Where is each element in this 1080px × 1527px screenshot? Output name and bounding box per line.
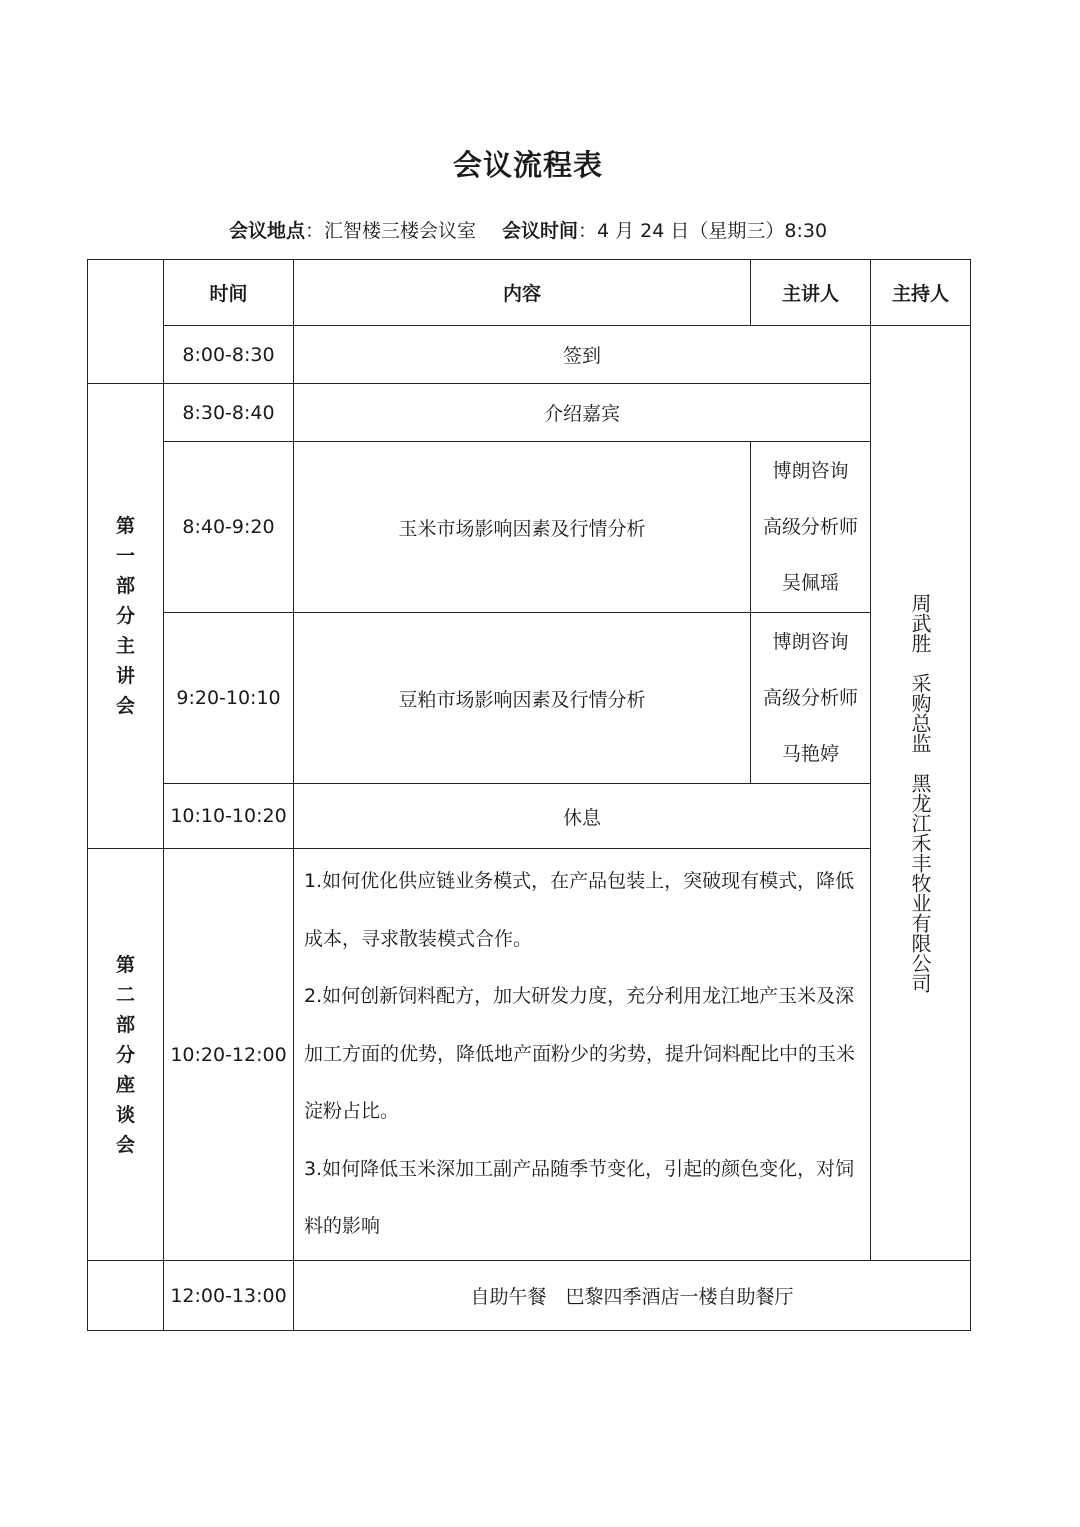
header-host: 主持人 — [871, 260, 971, 326]
time-cell: 12:00-13:00 — [164, 1261, 294, 1331]
part-two-label: 第 二 部 分 座 谈 会 — [88, 849, 164, 1261]
header-time: 时间 — [164, 260, 294, 326]
table-row — [88, 1261, 971, 1331]
time-cell: 8:40-9:20 — [164, 442, 294, 613]
speaker-name: 马艳婷 — [781, 743, 839, 765]
host-text: 周武胜 采购总监 黑龙江禾丰牧业有限公司 — [908, 593, 932, 993]
table-row — [88, 326, 971, 384]
part-one-label: 第 一 部 分 主 讲 会 — [88, 384, 164, 849]
speaker-cell — [751, 442, 871, 613]
table-row — [88, 384, 971, 442]
host-cell — [871, 326, 971, 1261]
time-cell: 9:20-10:10 — [164, 613, 294, 784]
discussion-topics — [294, 849, 871, 1261]
table-row — [88, 849, 971, 1261]
speaker-name: 吴佩瑶 — [781, 572, 839, 594]
topic-item: 1.如何优化供应链业务模式，在产品包装上，突破现有模式，降低成本，寻求散装模式合作。 — [304, 870, 855, 950]
location-label: 会议地点 — [228, 220, 305, 242]
content-cell: 自助午餐 巴黎四季酒店一楼自助餐厅 — [294, 1261, 971, 1331]
page-title: 会议流程表 — [452, 148, 603, 182]
time-cell: 10:10-10:20 — [164, 784, 294, 849]
header-content: 内容 — [294, 260, 751, 326]
table-row — [88, 613, 971, 784]
speaker-cell — [751, 613, 871, 784]
empty-cell — [88, 1261, 164, 1331]
header-row — [88, 260, 971, 326]
content-cell: 签到 — [294, 326, 871, 384]
time-label: 会议时间 — [501, 220, 578, 242]
speaker-company: 博朗咨询 — [772, 631, 849, 653]
time-cell: 10:20-12:00 — [164, 849, 294, 1261]
content-cell: 玉米市场影响因素及行情分析 — [294, 442, 751, 613]
meeting-info — [0, 216, 1056, 243]
topic-item: 2.如何创新饲料配方，加大研发力度，充分利用龙江地产玉米及深加工方面的优势，降低地产面粉少的劣势，提升饲料配比中的玉米淀粉占比。 — [304, 985, 856, 1123]
topic-item: 3.如何降低玉米深加工副产品随季节变化，引起的颜色变化，对饲料的影响 — [304, 1157, 855, 1238]
speaker-title: 高级分析师 — [762, 516, 858, 538]
content-cell: 介绍嘉宾 — [294, 384, 871, 442]
header-speaker: 主讲人 — [751, 260, 871, 326]
time-value: ：4 月 24 日（星期三）8:30 — [577, 220, 828, 242]
speaker-title: 高级分析师 — [762, 687, 858, 709]
content-cell: 豆粕市场影响因素及行情分析 — [294, 613, 751, 784]
speaker-company: 博朗咨询 — [772, 460, 849, 482]
time-cell: 8:30-8:40 — [164, 384, 294, 442]
table-row — [88, 442, 971, 613]
schedule-table — [87, 259, 971, 1331]
empty-cell — [88, 260, 164, 384]
time-cell: 8:00-8:30 — [164, 326, 294, 384]
location-value: ：汇智楼三楼会议室 — [304, 220, 476, 242]
table-row — [88, 784, 971, 849]
content-cell: 休息 — [294, 784, 871, 849]
